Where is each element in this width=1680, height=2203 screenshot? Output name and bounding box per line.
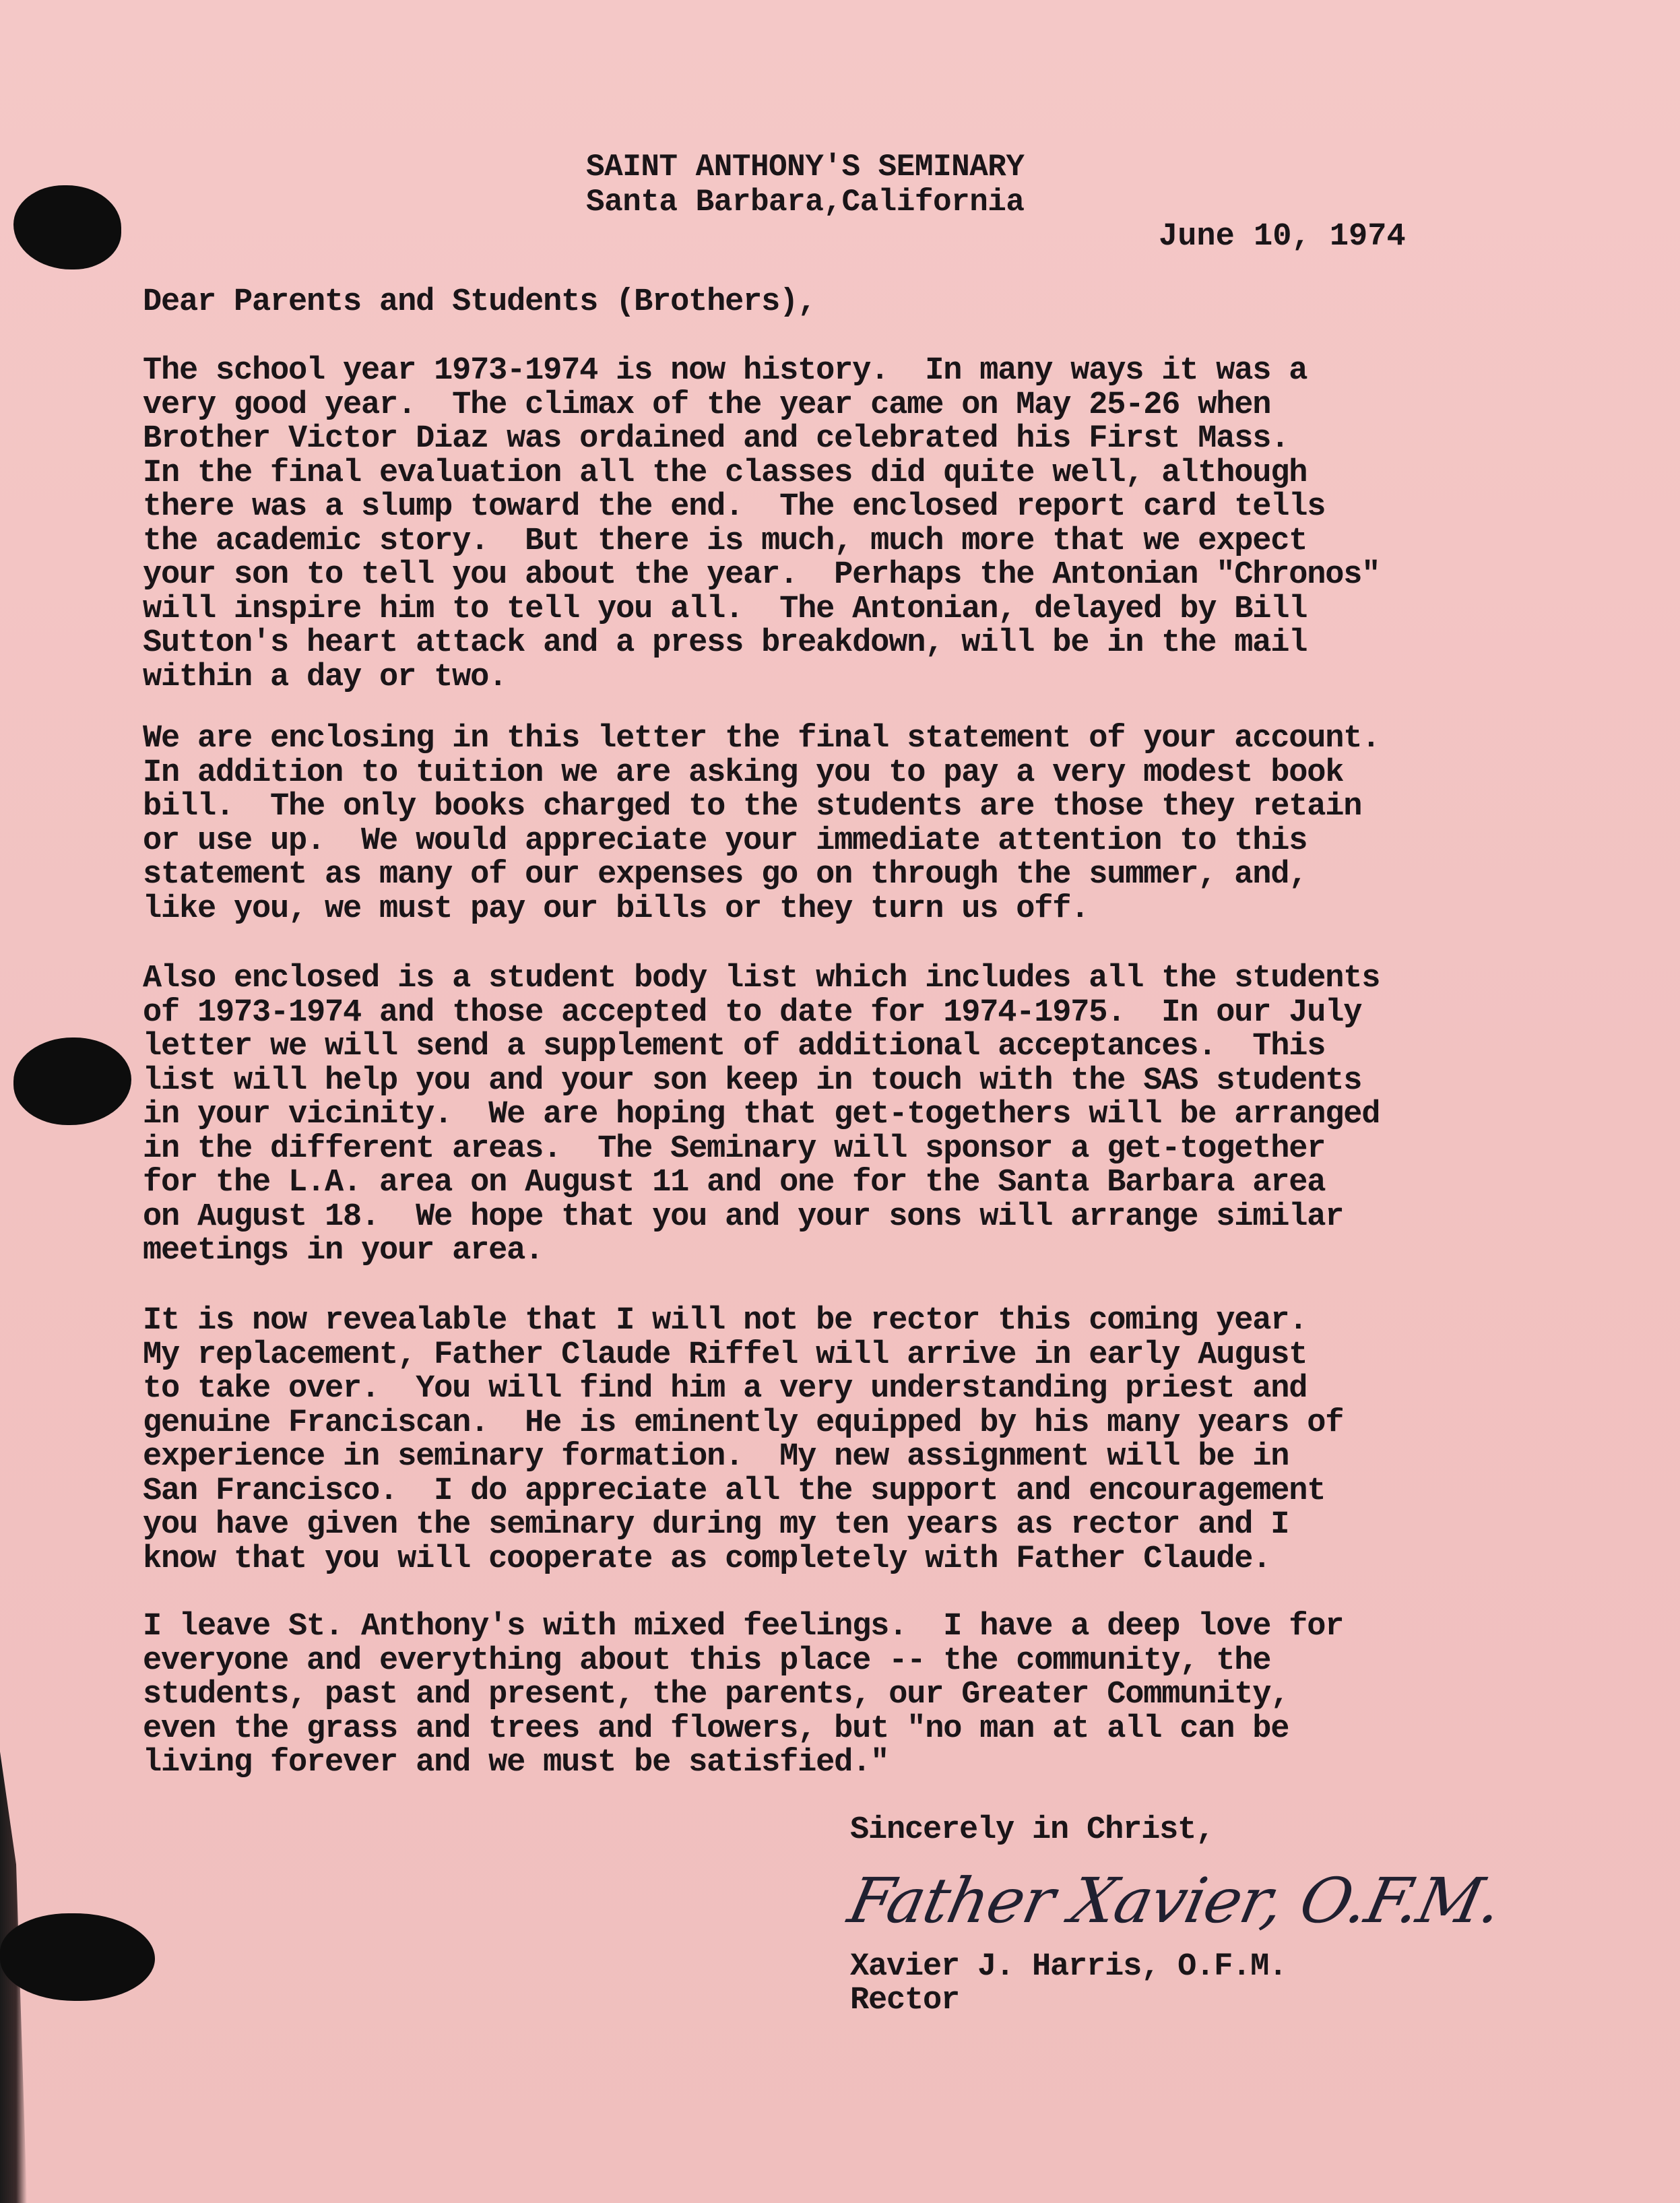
paragraph-line: Brother Victor Diaz was ordained and celebrated his First Mass. — [143, 421, 1289, 457]
paragraph-line: My replacement, Father Claude Riffel will arrive in early August — [143, 1337, 1307, 1373]
paragraph-line: letter we will send a supplement of additional acceptances. This — [143, 1029, 1326, 1064]
paragraph-line: In addition to tuition we are asking you to pay a very modest book — [143, 755, 1344, 791]
paragraph-1 — [143, 354, 1380, 695]
institution-location: Santa Barbara,California — [586, 185, 1025, 220]
paragraph-line: students, past and present, the parents, our Greater Community, — [143, 1677, 1289, 1713]
paragraph-line: within a day or two. — [143, 659, 507, 695]
handwritten-signature: Father Xavier, O.F.M. — [842, 1865, 1508, 1937]
paragraph-line: your son to tell you about the year. Perhaps the Antonian "Chronos" — [143, 557, 1380, 593]
paragraph-line: will inspire him to tell you all. The Antonian, delayed by Bill — [143, 591, 1307, 627]
paragraph-line: everyone and everything about this place -- the community, the — [143, 1642, 1271, 1679]
paragraph-line: living forever and we must be satisfied." — [143, 1745, 889, 1781]
paragraph-line: in the different areas. The Seminary will sponsor a get-together — [143, 1130, 1326, 1167]
paragraph-line: The school year 1973-1974 is now history. In many ways it was a — [143, 353, 1307, 389]
paragraph-line: there was a slump toward the end. The enclosed report card tells — [143, 489, 1326, 525]
binder-hole-top — [13, 185, 121, 269]
paragraph-line: We are enclosing in this letter the final statement of your account. — [143, 721, 1380, 757]
paragraph-4 — [143, 1304, 1343, 1576]
paragraph-5 — [143, 1610, 1343, 1781]
paragraph-line: Also enclosed is a student body list which includes all the students — [143, 961, 1380, 996]
paragraph-line: Sutton's heart attack and a press breakdown, will be in the mail — [143, 625, 1307, 661]
paragraph-line: It is now revealable that I will not be rector this coming year. — [143, 1303, 1307, 1339]
closing: Sincerely in Christ, — [850, 1812, 1215, 1848]
paragraph-line: I leave St. Anthony's with mixed feelings. I have a deep love for — [143, 1609, 1344, 1645]
signer-name: Xavier J. Harris, O.F.M. — [850, 1949, 1287, 1985]
paragraph-line: very good year. The climax of the year came on May 25-26 when — [143, 387, 1271, 423]
paragraph-line: bill. The only books charged to the students are those they retain — [143, 789, 1362, 825]
paragraph-line: you have given the seminary during my ten years as rector and I — [143, 1507, 1289, 1543]
paragraph-line: for the L.A. area on August 11 and one for the Santa Barbara area — [143, 1165, 1326, 1201]
paragraph-3 — [143, 962, 1380, 1269]
paragraph-line: of 1973-1974 and those accepted to date for 1974-1975. In our July — [143, 994, 1362, 1031]
signer-title: Rector — [850, 1983, 960, 2018]
paragraph-line: in your vicinity. We are hoping that get-togethers will be arranged — [143, 1097, 1380, 1132]
paragraph-line: on August 18. We hope that you and your sons will arrange similar — [143, 1199, 1344, 1235]
binder-hole-bottom — [0, 1913, 155, 2001]
paragraph-line: to take over. You will find him a very understanding priest and — [143, 1371, 1307, 1407]
letter-date: June 10, 1974 — [1159, 219, 1406, 255]
paragraph-line: the academic story. But there is much, much more that we expect — [143, 523, 1307, 559]
paragraph-line: know that you will cooperate as completely with Father Claude. — [143, 1541, 1271, 1577]
institution-name: SAINT ANTHONY'S SEMINARY — [586, 150, 1025, 185]
paragraph-line: San Francisco. I do appreciate all the support and encouragement — [143, 1473, 1326, 1509]
paragraph-line: list will help you and your son keep in touch with the SAS students — [143, 1062, 1362, 1099]
paragraph-line: meetings in your area. — [143, 1233, 544, 1269]
paragraph-line: statement as many of our expenses go on through the summer, and, — [143, 857, 1307, 893]
paragraph-line: even the grass and trees and flowers, but "no man at all can be — [143, 1711, 1289, 1747]
paragraph-line: like you, we must pay our bills or they turn us off. — [143, 891, 1089, 927]
paragraph-line: or use up. We would appreciate your immediate attention to this — [143, 823, 1307, 859]
paragraph-line: In the final evaluation all the classes did quite well, although — [143, 455, 1307, 491]
salutation: Dear Parents and Students (Brothers), — [143, 284, 816, 320]
paragraph-2 — [143, 722, 1380, 926]
paragraph-line: experience in seminary formation. My new assignment will be in — [143, 1439, 1289, 1475]
letterhead — [586, 150, 1025, 220]
binder-hole-middle — [13, 1037, 131, 1125]
paragraph-line: genuine Franciscan. He is eminently equipped by his many years of — [143, 1405, 1344, 1441]
